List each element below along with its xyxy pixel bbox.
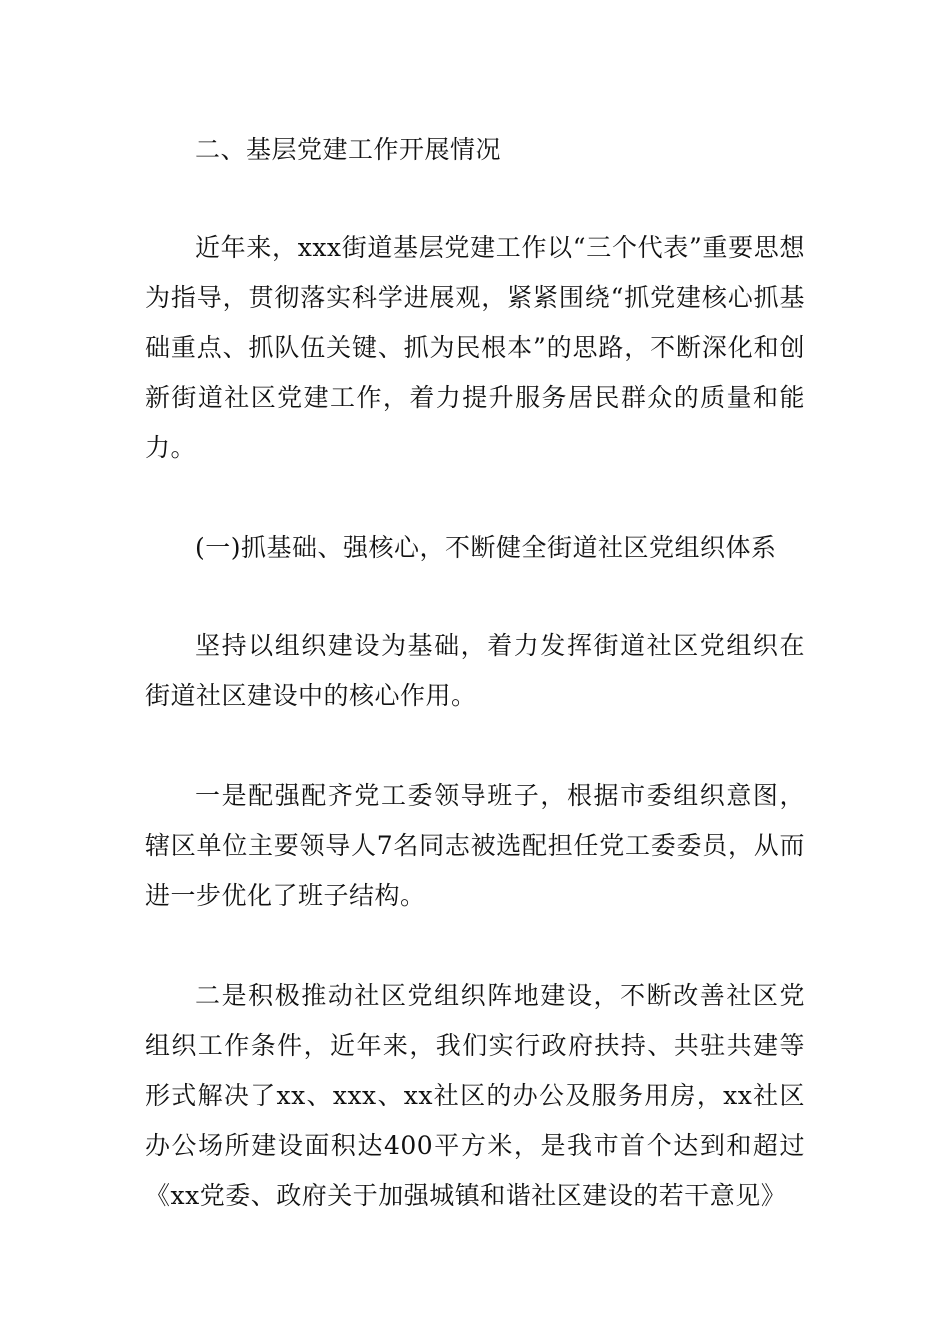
- subsection-heading: (一)抓基础、强核心，不断健全街道社区党组织体系: [195, 533, 777, 562]
- section-heading: 二、基层党建工作开展情况: [195, 135, 502, 164]
- basis-paragraph: 坚持以组织建设为基础，着力发挥街道社区党组织在街道社区建设中的核心作用。: [145, 631, 805, 710]
- intro-paragraph: 近年来，xxx街道基层党建工作以“三个代表”重要思想为指导，贯彻落实科学进展观，紧紧围绕“抓党建核心抓基础重点、抓队伍关键、抓为民根本”的思路，不断深化和创新街道社区党建工作，着力提升服务居民群众的质量和能力。: [145, 233, 805, 462]
- first-measure-paragraph: 一是配强配齐党工委领导班子，根据市委组织意图，辖区单位主要领导人7名同志被选配担任党工委委员，从而进一步优化了班子结构。: [145, 781, 805, 910]
- second-measure-paragraph: 二是积极推动社区党组织阵地建设，不断改善社区党组织工作条件，近年来，我们实行政府扶持、共驻共建等形式解决了xx、xxx、xx社区的办公及服务用房，xx社区办公场所建设面积达400平方米，是我市首个达到和超过《xx党委、政府关于加强城镇和谐社区建设的若干意见》: [145, 981, 805, 1210]
